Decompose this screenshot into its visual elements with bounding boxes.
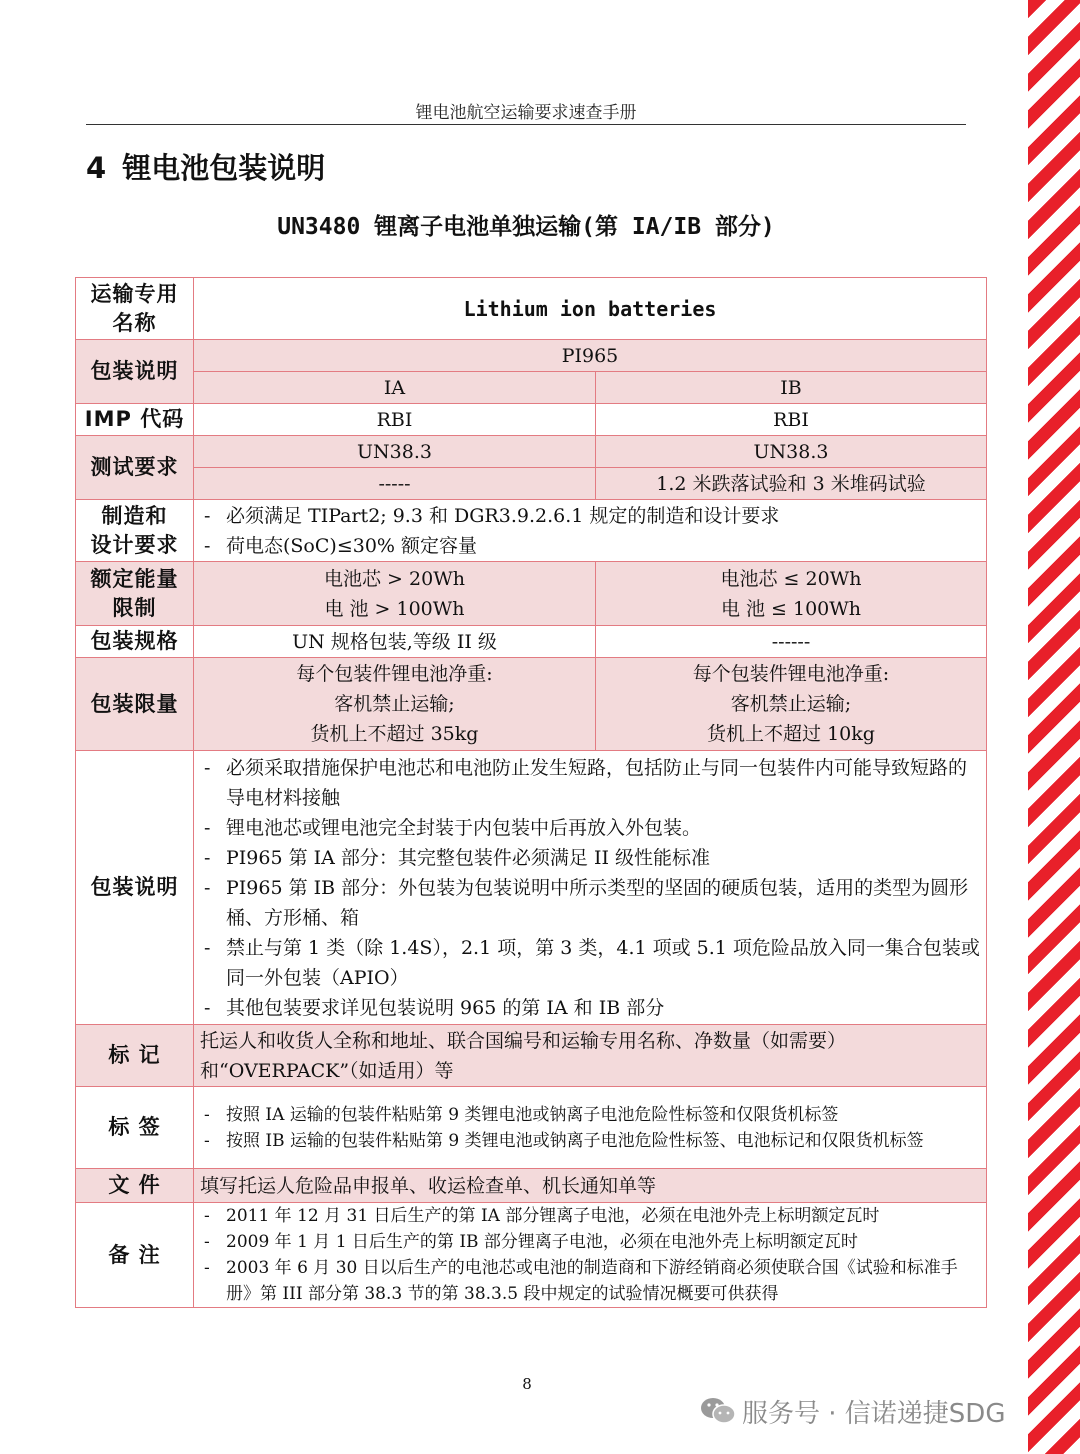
list-item: - 锂电池芯或锂电池完全封装于内包装中后再放入外包装。 — [202, 813, 980, 843]
row-test-requirements-2 — [76, 468, 987, 500]
packing-spec-table — [75, 277, 987, 1308]
row-marking — [76, 1025, 987, 1087]
list-item: - PI965 第 IA 部分：其完整包装件必须满足 II 级性能标准 — [202, 843, 980, 873]
documents-value: 填写托运人危险品申报单、收运检查单、机长通知单等 — [194, 1169, 987, 1203]
column-ib: IB — [596, 372, 987, 404]
label-packaging-notes: 包装说明 — [76, 751, 194, 1025]
label-packing-instruction: 包装说明 — [76, 340, 194, 404]
test-ib-2: 1.2 米跌落试验和 3 米堆码试验 — [596, 468, 987, 500]
watermark-text: 服务号 · 信诺递捷SDG — [742, 1399, 1006, 1429]
label-quantity-limit: 包装限量 — [76, 658, 194, 751]
row-remarks — [76, 1203, 987, 1308]
row-test-requirements — [76, 436, 987, 468]
watermark — [700, 1393, 1005, 1430]
row-energy-limit — [76, 562, 987, 626]
row-shipping-name — [76, 278, 987, 340]
list-item: - 必须满足 TIPart2; 9.3 和 DGR3.9.2.6.1 规定的制造和设计要求 — [202, 501, 980, 531]
spec-ia: UN 规格包装,等级 II 级 — [194, 626, 596, 658]
label-remarks: 备 注 — [76, 1203, 194, 1308]
remarks-list — [194, 1203, 987, 1308]
column-ia: IA — [194, 372, 596, 404]
row-quantity-limit — [76, 658, 987, 751]
section-number: 4 — [86, 151, 107, 185]
imp-ia: RBI — [194, 404, 596, 436]
manufacturing-list — [194, 500, 987, 562]
row-manufacturing — [76, 500, 987, 562]
energy-ia: 电池芯 > 20Wh 电 池 > 100Wh — [194, 562, 596, 626]
spec-ib: ------ — [596, 626, 987, 658]
row-packaging-notes — [76, 751, 987, 1025]
row-section-columns — [76, 372, 987, 404]
value-pi: PI965 — [194, 340, 987, 372]
label-manufacturing: 制造和 设计要求 — [76, 500, 194, 562]
page-number: 8 — [522, 1375, 532, 1393]
labels-list — [194, 1087, 987, 1169]
list-item: - 禁止与第 1 类（除 1.4S），2.1 项，第 3 类，4.1 项或 5.1 项危险品放入同一集合包装或同一外包装（APIO） — [202, 933, 980, 993]
label-labels: 标 签 — [76, 1087, 194, 1169]
section-heading — [86, 146, 325, 187]
header-divider — [86, 124, 966, 125]
quantity-ia: 每个包装件锂电池净重: 客机禁止运输; 货机上不超过 35kg — [194, 658, 596, 751]
list-item: - 2003 年 6 月 30 日以后生产的电池芯或电池的制造商和下游经销商必须使联合国《试验和标准手册》第 III 部分第 38.3 节的第 38.3.5 段中规定的试验情况概要可供获得 — [202, 1255, 980, 1307]
label-packaging-spec: 包装规格 — [76, 626, 194, 658]
quantity-ib: 每个包装件锂电池净重: 客机禁止运输; 货机上不超过 10kg — [596, 658, 987, 751]
row-packing-instruction — [76, 340, 987, 372]
list-item: - 必须采取措施保护电池芯和电池防止发生短路，包括防止与同一包装件内可能导致短路的导电材料接触 — [202, 753, 980, 813]
marking-value: 托运人和收货人全称和地址、联合国编号和运输专用名称、净数量（如需要）和“OVERPACK”（如适用）等 — [194, 1025, 987, 1087]
imp-ib: RBI — [596, 404, 987, 436]
test-ib-1: UN38.3 — [596, 436, 987, 468]
list-item: - 荷电态(SoC)≤30% 额定容量 — [202, 531, 980, 561]
label-energy-limit: 额定能量 限制 — [76, 562, 194, 626]
row-documents — [76, 1169, 987, 1203]
packaging-notes-list — [194, 751, 987, 1025]
label-test-requirements: 测试要求 — [76, 436, 194, 500]
decorative-stripe-border — [1028, 0, 1080, 1454]
value-shipping-name: Lithium ion batteries — [194, 278, 987, 340]
table-title: UN3480 锂离子电池单独运输(第 IA/IB 部分) — [277, 214, 775, 240]
row-packaging-spec — [76, 626, 987, 658]
list-item: - PI965 第 IB 部分：外包装为包装说明中所示类型的坚固的硬质包装，适用的类型为圆形桶、方形桶、箱 — [202, 873, 980, 933]
energy-ib: 电池芯 ≤ 20Wh 电 池 ≤ 100Wh — [596, 562, 987, 626]
label-marking: 标 记 — [76, 1025, 194, 1087]
list-item: - 按照 IB 运输的包装件粘贴第 9 类锂电池或钠离子电池危险性标签、电池标记和仅限货机标签 — [202, 1128, 980, 1154]
list-item: - 按照 IA 运输的包装件粘贴第 9 类锂电池或钠离子电池危险性标签和仅限货机标签 — [202, 1102, 980, 1128]
test-ia-1: UN38.3 — [194, 436, 596, 468]
list-item: - 2011 年 12 月 31 日后生产的第 IA 部分锂离子电池，必须在电池外壳上标明额定瓦时 — [202, 1203, 980, 1229]
test-ia-2: ----- — [194, 468, 596, 500]
label-shipping-name: 运输专用 名称 — [76, 278, 194, 340]
label-documents: 文 件 — [76, 1169, 194, 1203]
running-header: 锂电池航空运输要求速查手册 — [415, 103, 637, 123]
wechat-icon — [700, 1396, 736, 1426]
row-labels — [76, 1087, 987, 1169]
list-item: - 2009 年 1 月 1 日后生产的第 IB 部分锂离子电池，必须在电池外壳上标明额定瓦时 — [202, 1229, 980, 1255]
row-imp-code — [76, 404, 987, 436]
section-title: 锂电池包装说明 — [122, 151, 326, 185]
label-imp-code: IMP 代码 — [76, 404, 194, 436]
list-item: - 其他包装要求详见包装说明 965 的第 IA 和 IB 部分 — [202, 993, 980, 1023]
